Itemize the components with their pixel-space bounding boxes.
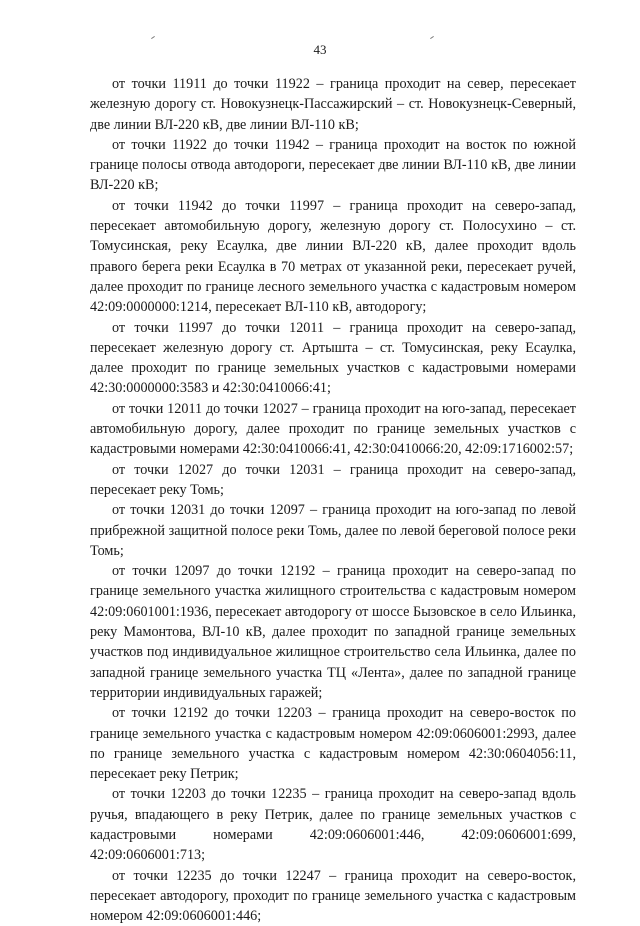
boundary-paragraph: от точки 11997 до точки 12011 – граница проходит на северо-запад, пересекает железную дорогу ст. Артышта – ст. Томусинская, реку Есаулка, далее проходит по границе земельных участков с кадастровыми номерами 42:30:0000000:3583 и 42:30:0410066:41; (90, 319, 576, 397)
boundary-paragraph: от точки 12031 до точки 12097 – граница проходит на юго-запад по левой прибрежной защитной полосе реки Томь, далее по левой береговой полосе реки Томь; (90, 502, 576, 559)
boundary-paragraph: от точки 12235 до точки 12247 – граница проходит на северо-восток, пересекает автодорогу, проходит по границе земельного участка с кадастровым номером 42:09:0606001:446; (90, 867, 576, 925)
boundary-paragraph: от точки 12203 до точки 12235 – граница проходит на северо-запад вдоль ручья, впадающего в реку Петрик, далее по границе земельных участков с кадастровыми номерами 42:09:0606001:446, 42:09:0606001:699, 42:09:0606001:713; (90, 786, 576, 864)
boundary-paragraph: от точки 12097 до точки 12192 – граница проходит на северо-запад по границе земельного участка жилищного строительства с кадастровым номером 42:09:0601001:1936, пересекает автодорогу от шоссе Бызовское в село Ильинка, реку Мамонтова, ВЛ-10 кВ, далее проходит по западной границе земельных участков под индивидуальное жилищное строительство села Ильинка, далее по западной границе земельного участка ТЦ «Лента», далее по западной границе территории индивидуальных гаражей; (90, 563, 576, 701)
boundary-paragraph: от точки 12192 до точки 12203 – граница проходит на северо-восток по границе земельного участка с кадастровым номером 42:09:0606001:2993, далее по границе земельного участка с кадастровым номером 42:30:0604056:11, пересекает реку Петрик; (90, 705, 576, 783)
boundary-paragraph: от точки 11922 до точки 11942 – граница проходит на восток по южной границе полосы отвода автодороги, пересекает две линии ВЛ-110 кВ, две линии ВЛ-220 кВ; (90, 136, 576, 194)
boundary-paragraph: от точки 12027 до точки 12031 – граница проходит на северо-запад, пересекает реку Томь; (90, 461, 576, 498)
scan-speck-right (430, 36, 434, 39)
page-number: 43 (313, 42, 327, 57)
boundary-paragraph: от точки 11942 до точки 11997 – граница проходит на северо-запад, пересекает автомобильную дорогу, железную дорогу ст. Полосухино – ст. Томусинская, реку Есаулка, две линии ВЛ-220 кВ, далее проходит вдоль правого берега реки Есаулка в 70 метрах от указанной реки, пересекает ручей, далее проходит по границе лесного земельного участка с кадастровым номером 42:09:0000000:1214, пересекает ВЛ-110 кВ, автодорогу; (90, 197, 576, 316)
boundary-paragraph: от точки 12011 до точки 12027 – граница проходит на юго-запад, пересекает автомобильную дорогу, далее проходит по границе земельных участков с кадастровыми номерами 42:30:0410066:41, 42:30:0410066:20, 42:09:1716002:57; (90, 400, 576, 458)
document-body (90, 74, 576, 926)
boundary-paragraph: от точки 11911 до точки 11922 – граница проходит на север, пересекает железную дорогу ст. Новокузнецк-Пассажирский – ст. Новокузнецк-Северный, две линии ВЛ-220 кВ, две линии ВЛ-110 кВ; (90, 76, 576, 133)
scan-speck-left (151, 36, 155, 39)
